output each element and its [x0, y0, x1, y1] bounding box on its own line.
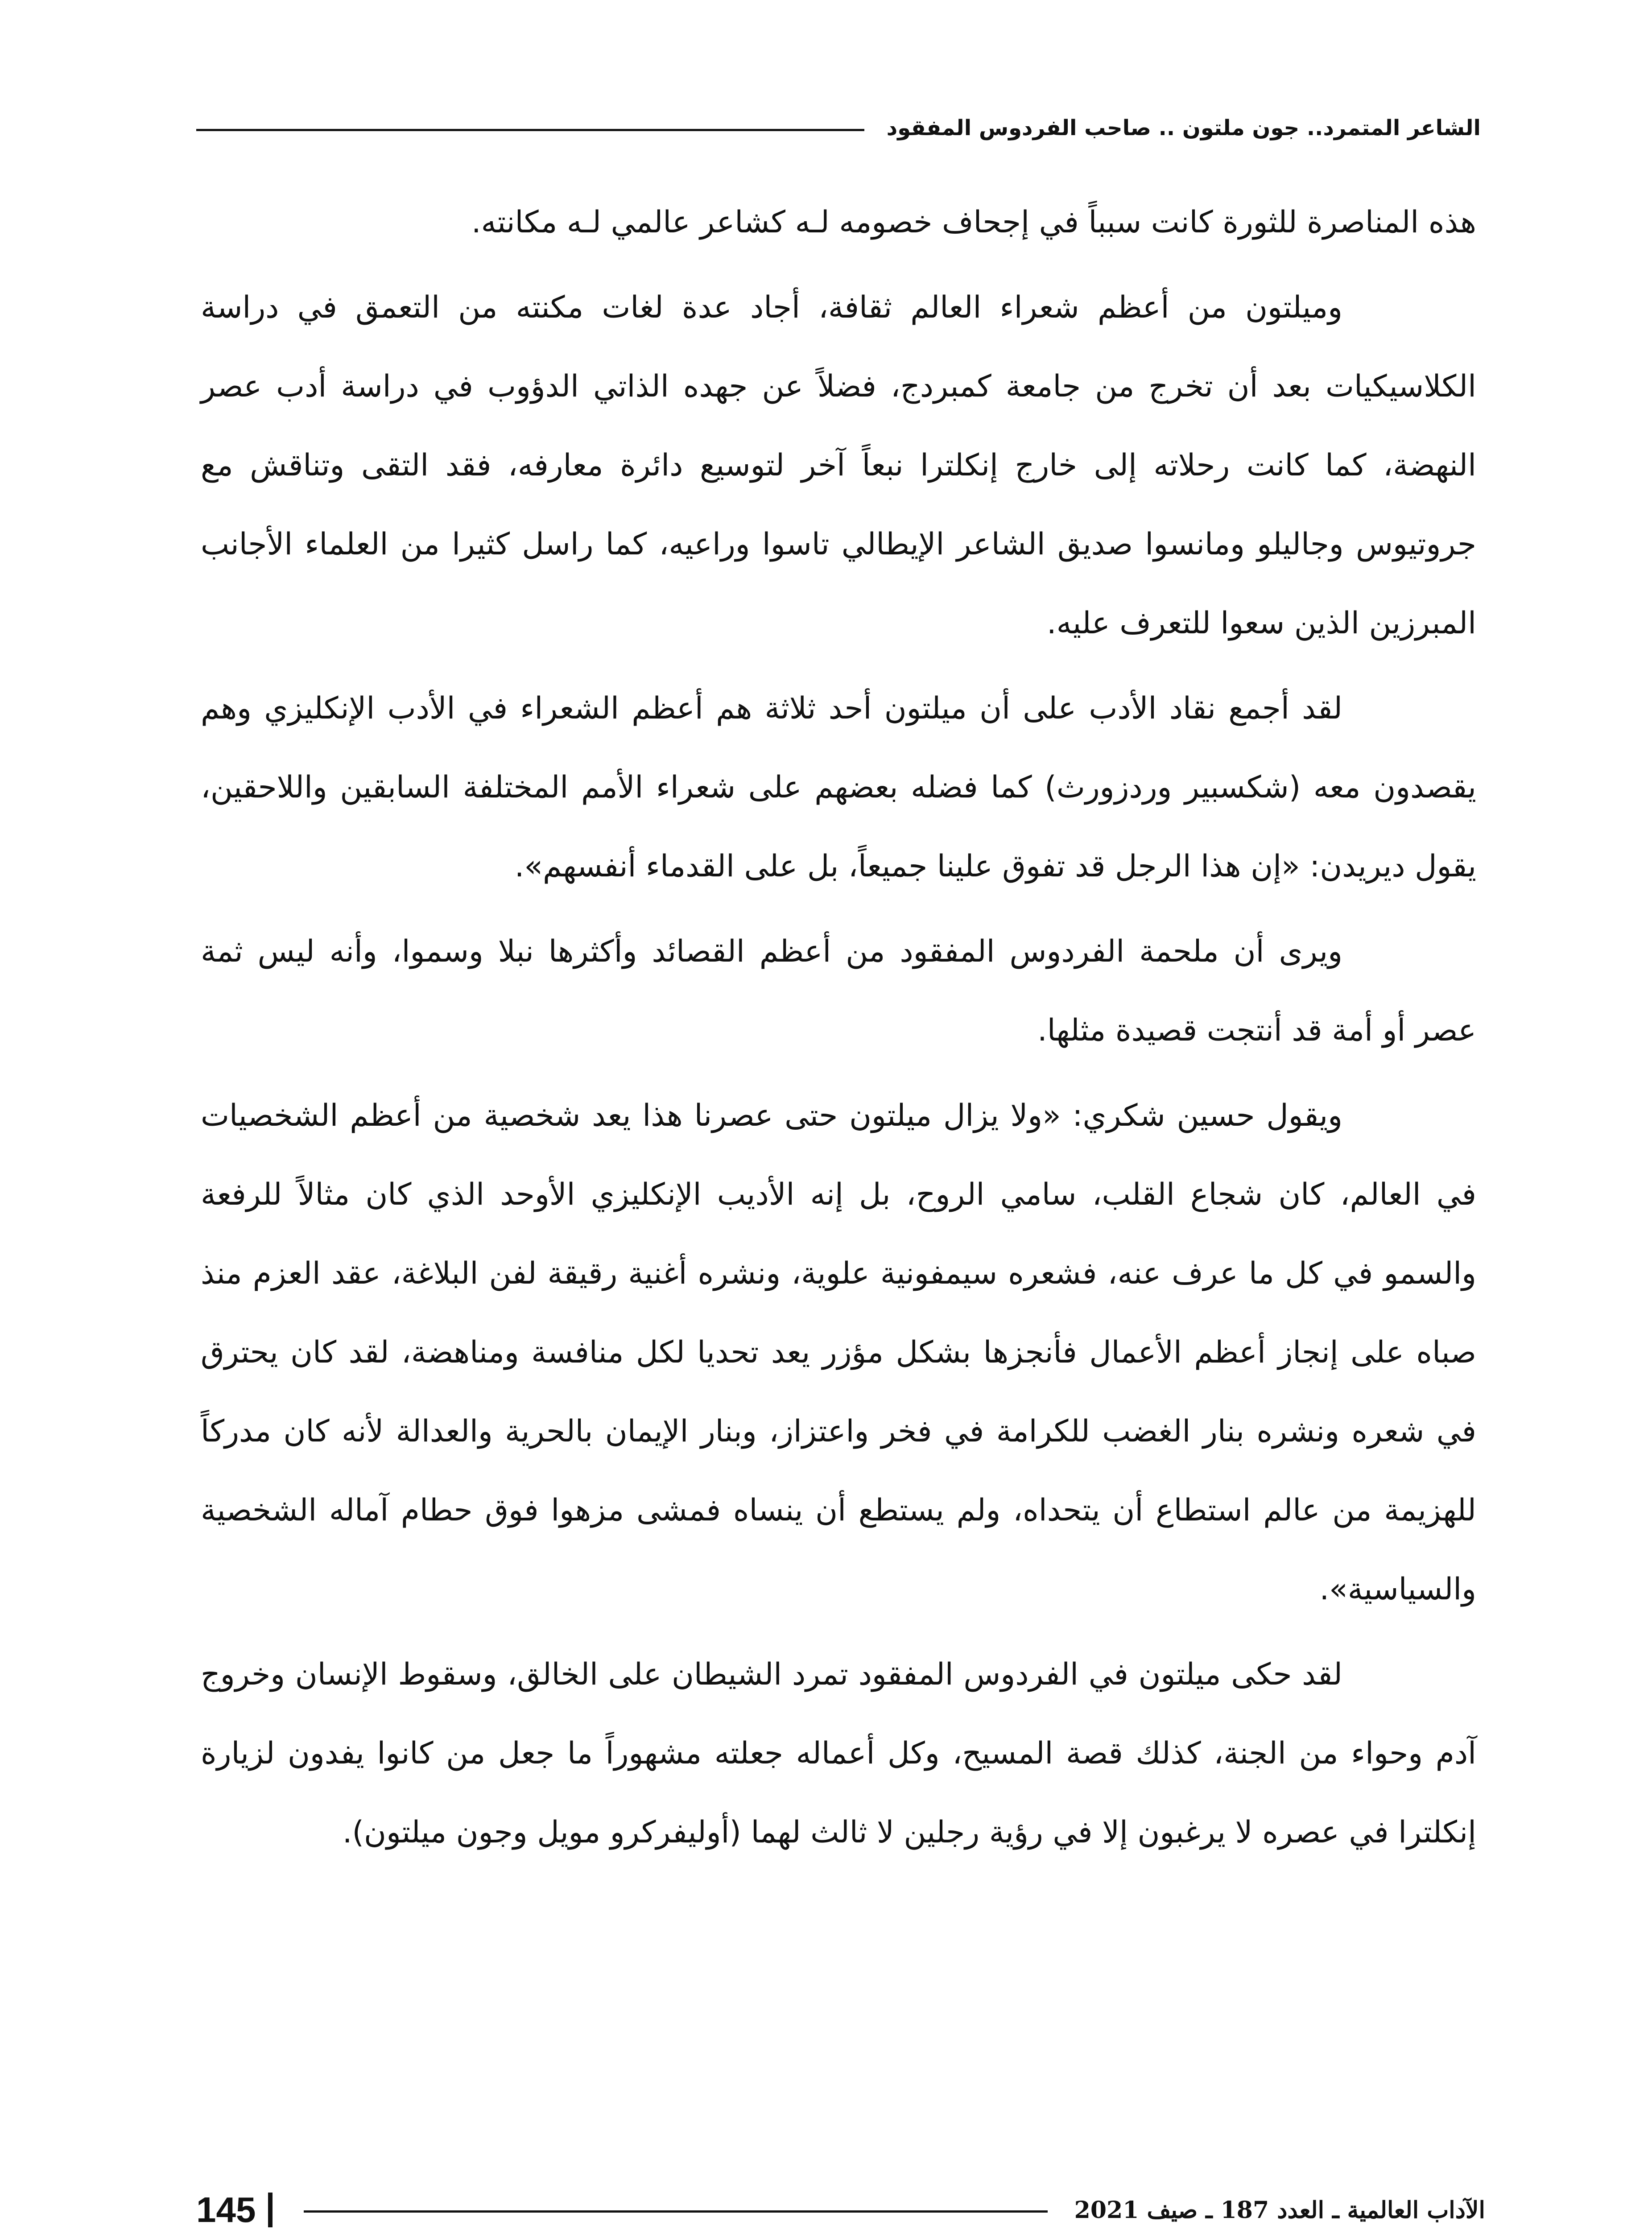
paragraph: وميلتون من أعظم شعراء العالم ثقافة، أجاد عدة لغات مكنته من التعمق في دراسة الكلاسيكيات بعد أن تخرج من جامعة كمبردج، فضلاً عن جهده الذاتي الدؤوب في دراسة أدب عصر النهضة، كما كانت رحلاته إلى خارج إنكلترا نبعاً آخر لتوسيع دائرة معارفه، فقد التقى وتناقش مع جروتيوس وجاليلو ومانسوا صديق الشاعر الإيطالي تاسوا وراعيه، كما راسل كثيرا من العلماء الأجانب المبرزين الذين سعوا للتعرف عليه. — [201, 290, 1476, 641]
page-number: 145 — [196, 2190, 256, 2230]
article-body — [201, 183, 1476, 1878]
running-title: الشاعر المتمرد.. جون ملتون .. صاحب الفردوس المفقود — [886, 116, 1481, 140]
footer-rule — [304, 2210, 1047, 2213]
page-footer — [196, 2183, 1485, 2230]
footer-separator-bar — [268, 2193, 273, 2227]
paragraph: ويرى أن ملحمة الفردوس المفقود من أعظم القصائد وأكثرها نبلا وسموا، وأنه ليس ثمة عصر أو أمة قد أنتجت قصيدة مثلها. — [201, 934, 1476, 1048]
running-header — [196, 103, 1481, 153]
header-rule — [196, 129, 864, 131]
paragraph: هذه المناصرة للثورة كانت سبباً في إجحاف خصومه لـه كشاعر عالمي لـه مكانته. — [471, 205, 1476, 240]
paragraph: لقد حكى ميلتون في الفردوس المفقود تمرد الشيطان على الخالق، وسقوط الإنسان وخروج آدم وحواء من الجنة، كذلك قصة المسيح، وكل أعماله جعلته مشهوراً ما جعل من كانوا يفدون لزيارة إنكلترا في عصره لا يرغبون إلا في رؤية رجلين لا ثالث لهما (أوليفركرو مويل وجون ميلتون). — [201, 1657, 1476, 1850]
paragraph: ويقول حسين شكري: «ولا يزال ميلتون حتى عصرنا هذا يعد شخصية من أعظم الشخصيات في العالم، كان شجاع القلب، سامي الروح، بل إنه الأديب الإنكليزي الأوحد الذي كان مثالاً للرفعة والسمو في كل ما عرف عنه، فشعره سيمفونية علوية، ونشره أغنية رقيقة لفن البلاغة، عقد العزم منذ صباه على إنجاز أعظم الأعمال فأنجزها بشكل مؤزر يعد تحديا لكل منافسة ومناهضة، لقد كان يحترق في شعره ونشره بنار الغضب للكرامة في فخر واعتزاز، وبنار الإيمان بالحرية والعدالة لأنه كان مدركاً للهزيمة من عالم استطاع أن يتحداه، ولم يستطع أن ينساه فمشى مزهوا فوق حطام آماله الشخصية والسياسية». — [201, 1098, 1476, 1607]
paragraph: لقد أجمع نقاد الأدب على أن ميلتون أحد ثلاثة هم أعظم الشعراء في الأدب الإنكليزي وهم يقصدون معه (شكسبير وردزورث) كما فضله بعضهم على شعراء الأمم المختلفة السابقين واللاحقين، يقول ديريدن: «إن هذا الرجل قد تفوق علينا جميعاً، بل على القدماء أنفسهم». — [201, 691, 1476, 884]
journal-issue-label: الآداب العالمية ـ العدد 187 ـ صيف 2021 — [1074, 2196, 1485, 2224]
